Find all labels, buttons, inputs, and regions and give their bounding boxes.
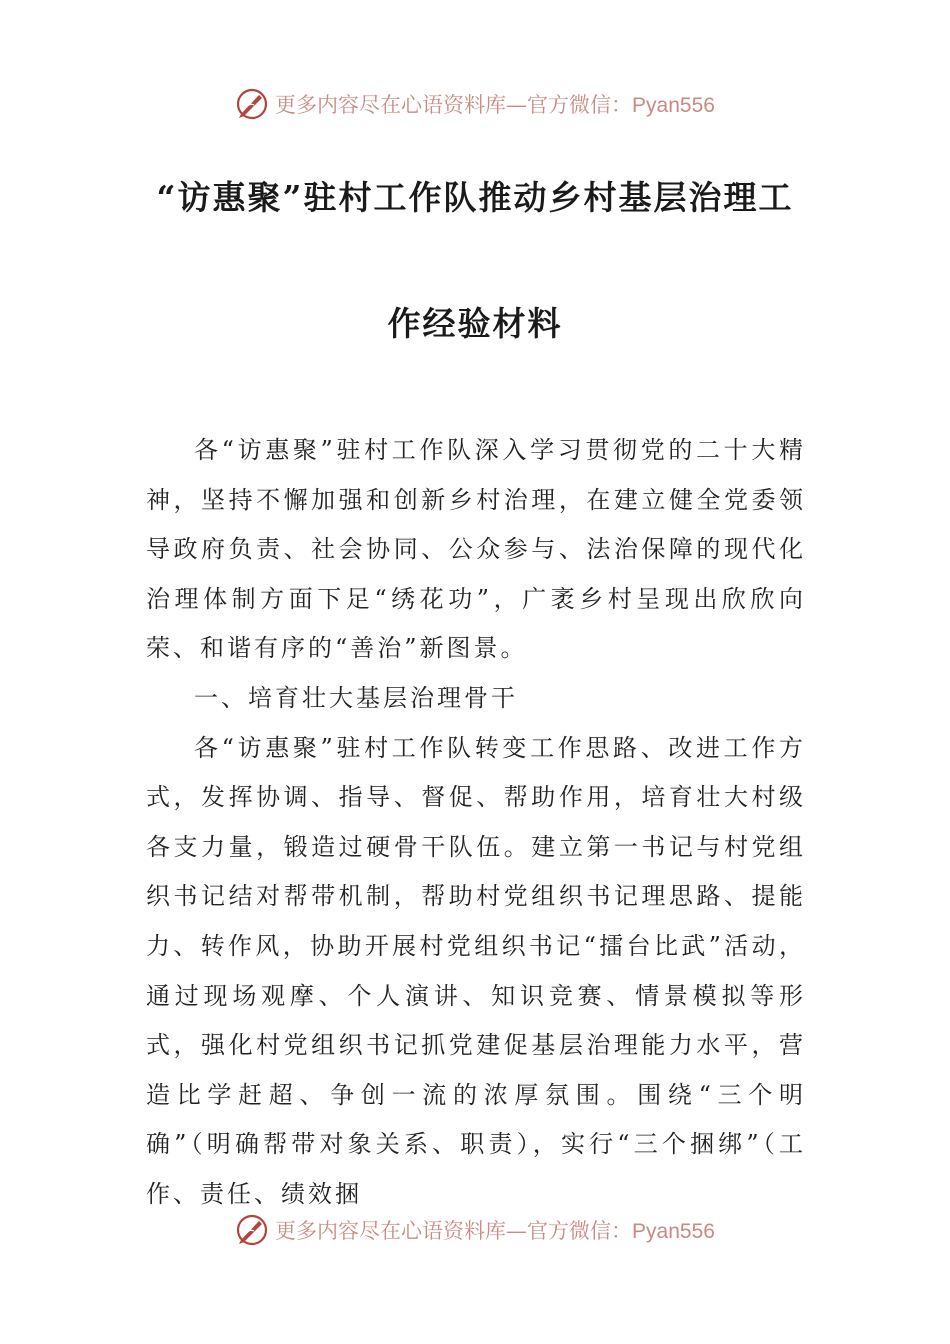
watermark-site-text: 更多内容尽在心语资料库—官方微信： xyxy=(275,93,633,117)
watermark-site-text: 更多内容尽在心语资料库—官方微信： xyxy=(275,1219,633,1243)
watermark-text xyxy=(275,89,715,119)
pen-logo-icon xyxy=(235,1213,269,1247)
watermark-wechat-id: Pyan556 xyxy=(632,1220,715,1243)
paragraph-section-1: 各“访惠聚”驻村工作队转变工作思路、改进工作方式，发挥协调、指导、督促、帮助作用，培育壮大村级各支力量，锻造过硬骨干队伍。建立第一书记与村党组织书记结对帮带机制，帮助村党组织书记理思路、提能力、转作风，协助开展村党组织书记“擂台比武”活动，通过现场观摩、个人演讲、知识竞赛、情景模拟等形式，强化村党组织书记抓党建促基层治理能力水平，营造比学赶超、争创一流的浓厚氛围。围绕“三个明确”（明确帮带对象关系、职责），实行“三个捆绑”（工作、责任、绩效捆 xyxy=(146,733,806,1208)
pen-logo-icon xyxy=(235,87,269,121)
watermark-banner-bottom xyxy=(0,1210,950,1250)
watermark-wechat-id: Pyan556 xyxy=(632,94,715,117)
watermark-text xyxy=(275,1215,715,1245)
document-body xyxy=(146,426,806,1220)
document-title-line-1: “访惠聚”驻村工作队推动乡村基层治理工 xyxy=(156,178,794,217)
watermark-banner-top xyxy=(0,84,950,124)
document-title-line-2: 作经验材料 xyxy=(387,304,563,343)
section-heading-1: 一、培育壮大基层治理骨干 xyxy=(194,683,518,712)
paragraph-intro: 各“访惠聚”驻村工作队深入学习贯彻党的二十大精神，坚持不懈加强和创新乡村治理，在建立健全党委领导政府负责、社会协同、公众参与、法治保障的现代化治理体制方面下足“绣花功”，广袤乡村呈现出欣欣向荣、和谐有序的“善治”新图景。 xyxy=(146,436,806,663)
